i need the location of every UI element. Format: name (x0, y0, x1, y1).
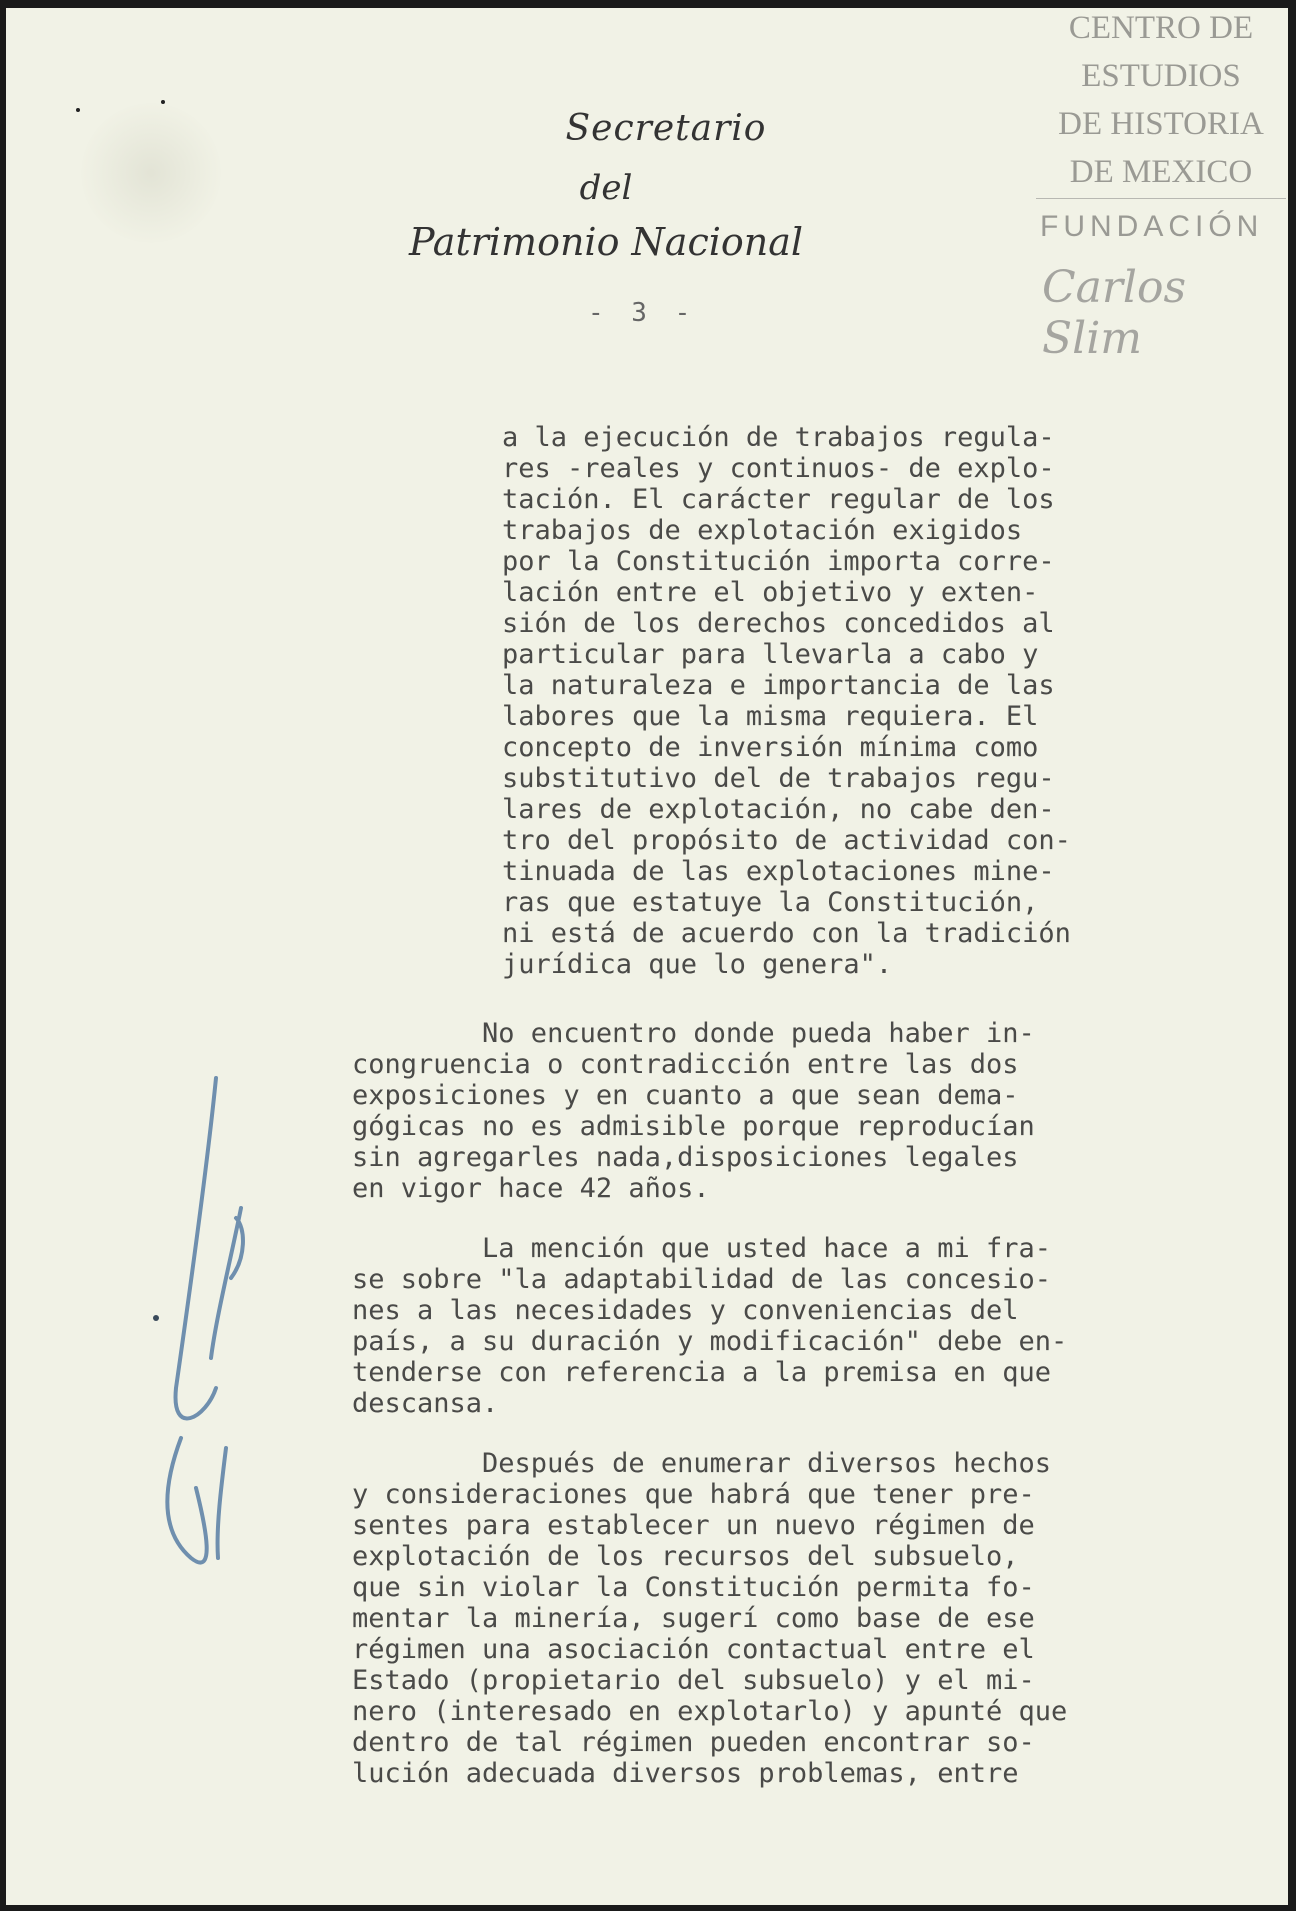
letterhead-title: Secretario (565, 108, 767, 149)
letterhead-del: del (579, 168, 633, 208)
ink-dot (161, 100, 165, 104)
body-paragraph-quote: a la ejecución de trabajos regula- res -reales y continuos- de explo- tación. El carácter regular de los trabajos de explotación exigidos por la Constitución importa corre- lación entre el objetivo y exten- sión de los derechos concedidos al particular para llevarla a cabo y la naturaleza e importancia de las labores que la misma requiera. El concepto de inversión mínima como substitutivo del de trabajos regu- lares de explotación, no cabe den- tro del propósito de actividad con- tinuada de las explotaciones mine- ras que estatuye la Constitución, ni está de acuerdo con la tradición jurídica que lo genera". (502, 422, 1071, 980)
body-paragraph: La mención que usted hace a mi fra- se sobre "la adaptabilidad de las concesio- nes a las necesidades y conveniencias del país, a su duración y modificación" debe en- tenderse con referencia a la premisa en que descansa. (352, 1233, 1068, 1419)
body-paragraph: No encuentro donde pueda haber in- congruencia o contradicción entre las dos exposiciones y en cuanto a que sean dema- gógicas no es admisible porque reproducían sin agregarles nada,disposiciones legales en vigor hace 42 años. (352, 1018, 1035, 1204)
body-paragraph: Después de enumerar diversos hechos y consideraciones que habrá que tener pre- sentes para establecer un nuevo régimen de explotación de los recursos del subsuelo, que sin violar la Constitución permita fo- mentar la minería, sugerí como base de ese régimen una asociación contactual entre el Estado (propietario del subsuelo) y el mi- nero (interesado en explotarlo) y apunté que dentro de tal régimen pueden encontrar so- lución adecuada diversos problemas, entre (352, 1448, 1068, 1789)
stamp-line-3: DE HISTORIA (1058, 106, 1264, 142)
stamp-line-2: ESTUDIOS (1081, 58, 1241, 94)
page-number: - 3 - (588, 298, 697, 328)
stamp-divider (1036, 198, 1286, 199)
stamp-line-4: DE MEXICO (1069, 154, 1253, 190)
ink-dot (76, 108, 80, 112)
embossed-seal (81, 103, 221, 243)
archive-stamp (1032, 4, 1290, 196)
stamp-foundation: FUNDACIÓN (1040, 210, 1264, 243)
stamp-signature: Carlos Slim (1042, 262, 1187, 364)
stamp-line-1: CENTRO DE (1068, 10, 1254, 46)
handwritten-signature (146, 1058, 266, 1578)
letterhead-ministry: Patrimonio Nacional (408, 220, 804, 264)
